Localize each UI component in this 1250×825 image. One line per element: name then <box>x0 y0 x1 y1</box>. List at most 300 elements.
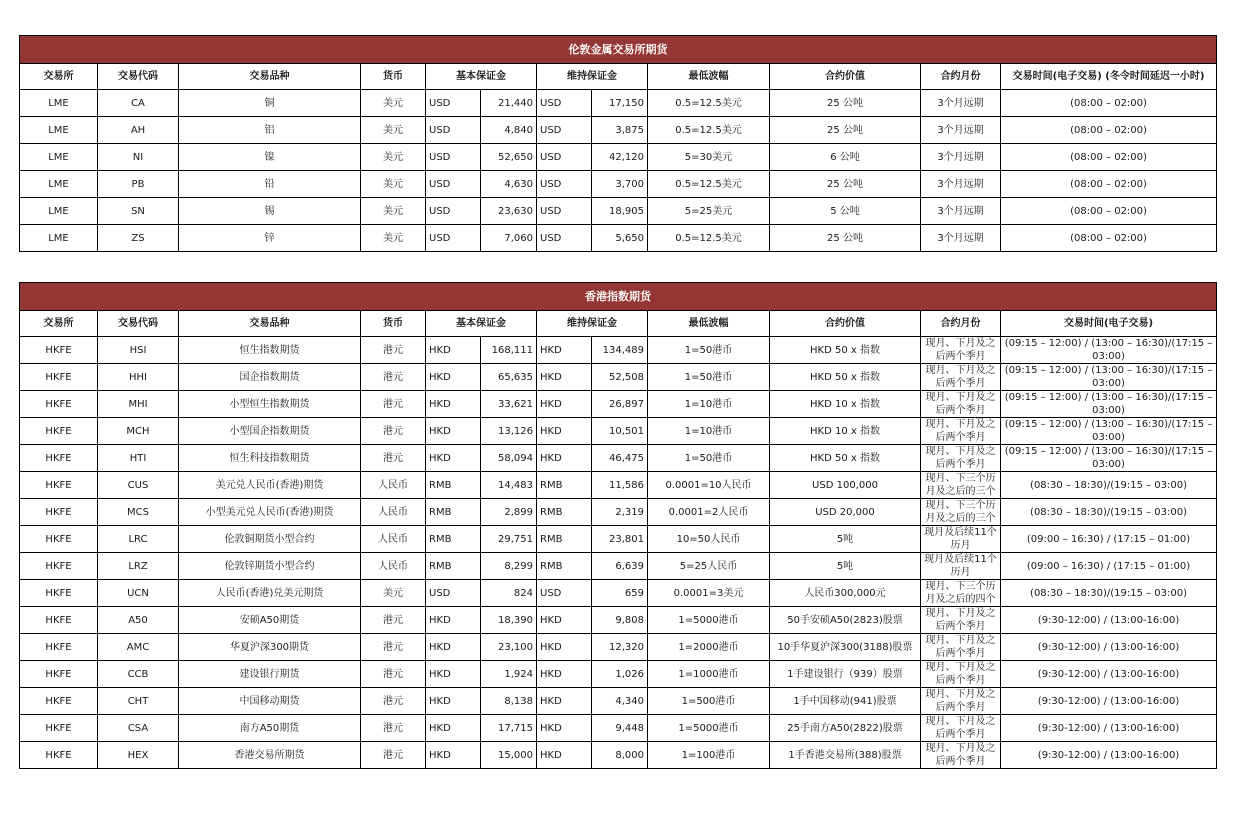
contract-value-cell: 5吨 <box>770 526 921 553</box>
maint-margin-amount-cell: 6,639 <box>592 553 648 580</box>
base-margin-currency-cell: HKD <box>426 742 481 769</box>
tick-cell: 0.5=12.5美元 <box>648 225 770 252</box>
col-exchange: 交易所 <box>20 311 98 337</box>
maint-margin-currency-cell: RMB <box>537 499 592 526</box>
trading-hours-cell: (09:00 – 16:30) / (17:15 – 01:00) <box>1001 526 1217 553</box>
maint-margin-amount-cell: 10,501 <box>592 418 648 445</box>
base-margin-amount-cell: 18,390 <box>481 607 537 634</box>
base-margin-currency-cell: HKD <box>426 337 481 364</box>
table-row <box>20 90 1217 117</box>
col-code: 交易代码 <box>98 311 179 337</box>
product-cell: 小型恒生指数期货 <box>179 391 361 418</box>
base-margin-currency-cell: RMB <box>426 499 481 526</box>
contract-months-cell: 现月、下月及之后两个季月 <box>921 391 1001 418</box>
tick-cell: 1=500港币 <box>648 688 770 715</box>
code-cell: HHI <box>98 364 179 391</box>
maint-margin-amount-cell: 8,000 <box>592 742 648 769</box>
code-cell: AMC <box>98 634 179 661</box>
code-cell: PB <box>98 171 179 198</box>
product-cell: 美元兑人民币(香港)期货 <box>179 472 361 499</box>
exchange-cell: HKFE <box>20 688 98 715</box>
base-margin-currency-cell: USD <box>426 144 481 171</box>
contract-months-cell: 现月、下月及之后两个季月 <box>921 634 1001 661</box>
maint-margin-amount-cell: 42,120 <box>592 144 648 171</box>
currency-cell: 美元 <box>361 580 426 607</box>
base-margin-currency-cell: USD <box>426 90 481 117</box>
tick-cell: 1=5000港币 <box>648 607 770 634</box>
currency-cell: 港元 <box>361 634 426 661</box>
code-cell: A50 <box>98 607 179 634</box>
maint-margin-amount-cell: 3,700 <box>592 171 648 198</box>
contract-months-cell: 现月、下月及之后两个季月 <box>921 742 1001 769</box>
currency-cell: 港元 <box>361 715 426 742</box>
header-row <box>20 64 1217 90</box>
maint-margin-amount-cell: 134,489 <box>592 337 648 364</box>
currency-cell: 港元 <box>361 391 426 418</box>
maint-margin-amount-cell: 52,508 <box>592 364 648 391</box>
maint-margin-amount-cell: 2,319 <box>592 499 648 526</box>
col-value: 合约价值 <box>770 311 921 337</box>
table-row <box>20 607 1217 634</box>
table-row <box>20 144 1217 171</box>
contract-months-cell: 现月及后续11个历月 <box>921 553 1001 580</box>
base-margin-amount-cell: 4,840 <box>481 117 537 144</box>
maint-margin-currency-cell: HKD <box>537 445 592 472</box>
base-margin-amount-cell: 7,060 <box>481 225 537 252</box>
code-cell: AH <box>98 117 179 144</box>
currency-cell: 港元 <box>361 607 426 634</box>
base-margin-currency-cell: RMB <box>426 553 481 580</box>
product-cell: 香港交易所期货 <box>179 742 361 769</box>
trading-hours-cell: (09:15 – 12:00) / (13:00 – 16:30)/(17:15 – 03:00) <box>1001 364 1217 391</box>
base-margin-currency-cell: USD <box>426 225 481 252</box>
trading-hours-cell: (9:30-12:00) / (13:00-16:00) <box>1001 715 1217 742</box>
maint-margin-currency-cell: USD <box>537 225 592 252</box>
base-margin-amount-cell: 14,483 <box>481 472 537 499</box>
maint-margin-amount-cell: 3,875 <box>592 117 648 144</box>
maint-margin-currency-cell: USD <box>537 580 592 607</box>
currency-cell: 美元 <box>361 144 426 171</box>
table-row <box>20 715 1217 742</box>
contract-months-cell: 现月、下月及之后两个季月 <box>921 337 1001 364</box>
trading-hours-cell: (08:00 – 02:00) <box>1001 198 1217 225</box>
maint-margin-currency-cell: USD <box>537 198 592 225</box>
contract-months-cell: 3个月远期 <box>921 198 1001 225</box>
currency-cell: 港元 <box>361 742 426 769</box>
maint-margin-currency-cell: HKD <box>537 418 592 445</box>
col-months: 合约月份 <box>921 311 1001 337</box>
base-margin-currency-cell: HKD <box>426 688 481 715</box>
base-margin-amount-cell: 65,635 <box>481 364 537 391</box>
product-cell: 铜 <box>179 90 361 117</box>
contract-value-cell: 5吨 <box>770 553 921 580</box>
trading-hours-cell: (08:30 – 18:30)/(19:15 – 03:00) <box>1001 472 1217 499</box>
product-cell: 铝 <box>179 117 361 144</box>
col-hours: 交易时间(电子交易) <box>1001 311 1217 337</box>
base-margin-currency-cell: RMB <box>426 472 481 499</box>
maint-margin-amount-cell: 1,026 <box>592 661 648 688</box>
contract-months-cell: 现月、下三个历月及之后的三个 <box>921 499 1001 526</box>
tick-cell: 1=10港币 <box>648 418 770 445</box>
maint-margin-currency-cell: USD <box>537 117 592 144</box>
contract-months-cell: 现月、下月及之后两个季月 <box>921 418 1001 445</box>
contract-value-cell: HKD 50 x 指数 <box>770 445 921 472</box>
col-product: 交易品种 <box>179 64 361 90</box>
contract-months-cell: 现月、下月及之后两个季月 <box>921 445 1001 472</box>
base-margin-amount-cell: 58,094 <box>481 445 537 472</box>
code-cell: MHI <box>98 391 179 418</box>
trading-hours-cell: (08:00 – 02:00) <box>1001 117 1217 144</box>
contract-value-cell: 10手华夏沪深300(3188)股票 <box>770 634 921 661</box>
col-months: 合约月份 <box>921 64 1001 90</box>
currency-cell: 港元 <box>361 661 426 688</box>
table-row <box>20 742 1217 769</box>
contract-value-cell: HKD 50 x 指数 <box>770 364 921 391</box>
contract-value-cell: 1手香港交易所(388)股票 <box>770 742 921 769</box>
exchange-cell: HKFE <box>20 661 98 688</box>
currency-cell: 港元 <box>361 418 426 445</box>
currency-cell: 美元 <box>361 225 426 252</box>
col-currency: 货币 <box>361 64 426 90</box>
col-tick: 最低波幅 <box>648 311 770 337</box>
code-cell: HSI <box>98 337 179 364</box>
contract-value-cell: 人民币300,000元 <box>770 580 921 607</box>
base-margin-amount-cell: 23,100 <box>481 634 537 661</box>
product-cell: 恒生指数期货 <box>179 337 361 364</box>
code-cell: LRC <box>98 526 179 553</box>
contract-months-cell: 现月、下月及之后两个季月 <box>921 688 1001 715</box>
code-cell: CHT <box>98 688 179 715</box>
maint-margin-currency-cell: HKD <box>537 607 592 634</box>
tick-cell: 1=2000港币 <box>648 634 770 661</box>
trading-hours-cell: (9:30-12:00) / (13:00-16:00) <box>1001 742 1217 769</box>
col-maint-margin: 维持保证金 <box>537 64 648 90</box>
product-cell: 伦敦锌期货小型合约 <box>179 553 361 580</box>
base-margin-currency-cell: HKD <box>426 418 481 445</box>
tick-cell: 0.5=12.5美元 <box>648 171 770 198</box>
maint-margin-currency-cell: HKD <box>537 634 592 661</box>
contract-months-cell: 现月、下三个历月及之后的四个 <box>921 580 1001 607</box>
trading-hours-cell: (09:00 – 16:30) / (17:15 – 01:00) <box>1001 553 1217 580</box>
code-cell: CUS <box>98 472 179 499</box>
base-margin-currency-cell: HKD <box>426 715 481 742</box>
contract-value-cell: USD 100,000 <box>770 472 921 499</box>
maint-margin-amount-cell: 46,475 <box>592 445 648 472</box>
tick-cell: 0.5=12.5美元 <box>648 117 770 144</box>
base-margin-amount-cell: 15,000 <box>481 742 537 769</box>
contract-value-cell: 50手安硕A50(2823)股票 <box>770 607 921 634</box>
currency-cell: 美元 <box>361 171 426 198</box>
col-base-margin: 基本保证金 <box>426 64 537 90</box>
trading-hours-cell: (09:15 – 12:00) / (13:00 – 16:30)/(17:15 – 03:00) <box>1001 418 1217 445</box>
maint-margin-currency-cell: USD <box>537 144 592 171</box>
base-margin-amount-cell: 2,899 <box>481 499 537 526</box>
code-cell: CA <box>98 90 179 117</box>
trading-hours-cell: (9:30-12:00) / (13:00-16:00) <box>1001 607 1217 634</box>
table-title: 伦敦金属交易所期货 <box>20 36 1217 64</box>
exchange-cell: LME <box>20 198 98 225</box>
contract-value-cell: 25 公吨 <box>770 171 921 198</box>
col-exchange: 交易所 <box>20 64 98 90</box>
product-cell: 华夏沪深300期货 <box>179 634 361 661</box>
contract-value-cell: 25 公吨 <box>770 90 921 117</box>
maint-margin-currency-cell: HKD <box>537 364 592 391</box>
table-row <box>20 526 1217 553</box>
base-margin-amount-cell: 168,111 <box>481 337 537 364</box>
currency-cell: 美元 <box>361 117 426 144</box>
code-cell: CCB <box>98 661 179 688</box>
trading-hours-cell: (08:00 – 02:00) <box>1001 171 1217 198</box>
code-cell: SN <box>98 198 179 225</box>
code-cell: UCN <box>98 580 179 607</box>
table-row <box>20 418 1217 445</box>
table-row <box>20 445 1217 472</box>
tick-cell: 0.0001=2人民币 <box>648 499 770 526</box>
base-margin-currency-cell: HKD <box>426 445 481 472</box>
tick-cell: 0.0001=3美元 <box>648 580 770 607</box>
col-base-margin: 基本保证金 <box>426 311 537 337</box>
tick-cell: 0.5=12.5美元 <box>648 90 770 117</box>
table-row <box>20 499 1217 526</box>
code-cell: LRZ <box>98 553 179 580</box>
exchange-cell: HKFE <box>20 526 98 553</box>
code-cell: NI <box>98 144 179 171</box>
base-margin-currency-cell: USD <box>426 198 481 225</box>
exchange-cell: HKFE <box>20 715 98 742</box>
table-row <box>20 391 1217 418</box>
exchange-cell: HKFE <box>20 391 98 418</box>
base-margin-currency-cell: HKD <box>426 634 481 661</box>
base-margin-amount-cell: 33,621 <box>481 391 537 418</box>
product-cell: 小型美元兑人民币(香港)期货 <box>179 499 361 526</box>
contract-value-cell: 25 公吨 <box>770 117 921 144</box>
base-margin-amount-cell: 13,126 <box>481 418 537 445</box>
tick-cell: 0.0001=10人民币 <box>648 472 770 499</box>
exchange-cell: LME <box>20 144 98 171</box>
tick-cell: 5=25人民币 <box>648 553 770 580</box>
maint-margin-currency-cell: HKD <box>537 688 592 715</box>
tick-cell: 1=1000港币 <box>648 661 770 688</box>
contract-months-cell: 3个月远期 <box>921 225 1001 252</box>
currency-cell: 港元 <box>361 337 426 364</box>
product-cell: 安硕A50期货 <box>179 607 361 634</box>
base-margin-amount-cell: 1,924 <box>481 661 537 688</box>
col-product: 交易品种 <box>179 311 361 337</box>
table-row <box>20 225 1217 252</box>
col-currency: 货币 <box>361 311 426 337</box>
base-margin-amount-cell: 23,630 <box>481 198 537 225</box>
maint-margin-currency-cell: RMB <box>537 526 592 553</box>
currency-cell: 美元 <box>361 90 426 117</box>
exchange-cell: HKFE <box>20 472 98 499</box>
contract-value-cell: HKD 10 x 指数 <box>770 418 921 445</box>
contract-value-cell: USD 20,000 <box>770 499 921 526</box>
contract-months-cell: 现月、下月及之后两个季月 <box>921 364 1001 391</box>
table-row <box>20 337 1217 364</box>
contract-value-cell: 25手南方A50(2822)股票 <box>770 715 921 742</box>
contract-months-cell: 现月、下月及之后两个季月 <box>921 715 1001 742</box>
tick-cell: 1=5000港币 <box>648 715 770 742</box>
base-margin-amount-cell: 8,299 <box>481 553 537 580</box>
product-cell: 中国移动期货 <box>179 688 361 715</box>
exchange-cell: LME <box>20 117 98 144</box>
base-margin-currency-cell: USD <box>426 117 481 144</box>
maint-margin-amount-cell: 659 <box>592 580 648 607</box>
table-row <box>20 634 1217 661</box>
trading-hours-cell: (09:15 – 12:00) / (13:00 – 16:30)/(17:15 – 03:00) <box>1001 337 1217 364</box>
tick-cell: 5=25美元 <box>648 198 770 225</box>
tick-cell: 1=100港币 <box>648 742 770 769</box>
col-value: 合约价值 <box>770 64 921 90</box>
table-row <box>20 472 1217 499</box>
exchange-cell: HKFE <box>20 364 98 391</box>
contract-months-cell: 3个月远期 <box>921 117 1001 144</box>
trading-hours-cell: (9:30-12:00) / (13:00-16:00) <box>1001 634 1217 661</box>
col-code: 交易代码 <box>98 64 179 90</box>
trading-hours-cell: (09:15 – 12:00) / (13:00 – 16:30)/(17:15 – 03:00) <box>1001 391 1217 418</box>
product-cell: 伦敦铜期货小型合约 <box>179 526 361 553</box>
contract-value-cell: HKD 10 x 指数 <box>770 391 921 418</box>
contract-months-cell: 3个月远期 <box>921 144 1001 171</box>
code-cell: MCS <box>98 499 179 526</box>
currency-cell: 人民币 <box>361 472 426 499</box>
col-tick: 最低波幅 <box>648 64 770 90</box>
product-cell: 国企指数期货 <box>179 364 361 391</box>
product-cell: 建设银行期货 <box>179 661 361 688</box>
maint-margin-currency-cell: USD <box>537 171 592 198</box>
base-margin-currency-cell: HKD <box>426 607 481 634</box>
code-cell: CSA <box>98 715 179 742</box>
base-margin-amount-cell: 29,751 <box>481 526 537 553</box>
trading-hours-cell: (09:15 – 12:00) / (13:00 – 16:30)/(17:15 – 03:00) <box>1001 445 1217 472</box>
table-row <box>20 364 1217 391</box>
exchange-cell: HKFE <box>20 337 98 364</box>
maint-margin-currency-cell: RMB <box>537 472 592 499</box>
exchange-cell: HKFE <box>20 742 98 769</box>
contract-months-cell: 现月、下月及之后两个季月 <box>921 607 1001 634</box>
maint-margin-currency-cell: HKD <box>537 661 592 688</box>
maint-margin-amount-cell: 12,320 <box>592 634 648 661</box>
base-margin-currency-cell: USD <box>426 580 481 607</box>
contract-months-cell: 现月、下三个历月及之后的三个 <box>921 472 1001 499</box>
trading-hours-cell: (9:30-12:00) / (13:00-16:00) <box>1001 688 1217 715</box>
code-cell: HEX <box>98 742 179 769</box>
table-row <box>20 117 1217 144</box>
currency-cell: 美元 <box>361 198 426 225</box>
product-cell: 锡 <box>179 198 361 225</box>
trading-hours-cell: (08:00 – 02:00) <box>1001 225 1217 252</box>
base-margin-currency-cell: HKD <box>426 661 481 688</box>
tick-cell: 1=50港币 <box>648 337 770 364</box>
exchange-cell: HKFE <box>20 499 98 526</box>
contract-months-cell: 现月及后续11个历月 <box>921 526 1001 553</box>
tick-cell: 10=50人民币 <box>648 526 770 553</box>
trading-hours-cell: (08:00 – 02:00) <box>1001 90 1217 117</box>
tick-cell: 1=50港币 <box>648 364 770 391</box>
exchange-cell: HKFE <box>20 553 98 580</box>
product-cell: 恒生科技指数期货 <box>179 445 361 472</box>
contract-value-cell: 1手建设银行（939）股票 <box>770 661 921 688</box>
base-margin-amount-cell: 17,715 <box>481 715 537 742</box>
base-margin-currency-cell: RMB <box>426 526 481 553</box>
currency-cell: 人民币 <box>361 499 426 526</box>
col-maint-margin: 维持保证金 <box>537 311 648 337</box>
table-row <box>20 198 1217 225</box>
maint-margin-amount-cell: 11,586 <box>592 472 648 499</box>
contract-months-cell: 现月、下月及之后两个季月 <box>921 661 1001 688</box>
exchange-cell: LME <box>20 90 98 117</box>
code-cell: MCH <box>98 418 179 445</box>
currency-cell: 港元 <box>361 688 426 715</box>
contract-months-cell: 3个月远期 <box>921 90 1001 117</box>
table-title: 香港指数期货 <box>20 283 1217 311</box>
table-row <box>20 580 1217 607</box>
contract-value-cell: 5 公吨 <box>770 198 921 225</box>
currency-cell: 人民币 <box>361 553 426 580</box>
header-row <box>20 311 1217 337</box>
maint-margin-currency-cell: HKD <box>537 337 592 364</box>
product-cell: 南方A50期货 <box>179 715 361 742</box>
exchange-cell: HKFE <box>20 607 98 634</box>
trading-hours-cell: (9:30-12:00) / (13:00-16:00) <box>1001 661 1217 688</box>
contract-value-cell: 6 公吨 <box>770 144 921 171</box>
product-cell: 镍 <box>179 144 361 171</box>
currency-cell: 港元 <box>361 445 426 472</box>
table-row <box>20 171 1217 198</box>
table-row <box>20 661 1217 688</box>
code-cell: ZS <box>98 225 179 252</box>
base-margin-amount-cell: 824 <box>481 580 537 607</box>
table-row <box>20 688 1217 715</box>
trading-hours-cell: (08:30 – 18:30)/(19:15 – 03:00) <box>1001 580 1217 607</box>
currency-cell: 人民币 <box>361 526 426 553</box>
currency-cell: 港元 <box>361 364 426 391</box>
trading-hours-cell: (08:00 – 02:00) <box>1001 144 1217 171</box>
maint-margin-currency-cell: HKD <box>537 715 592 742</box>
tick-cell: 1=10港币 <box>648 391 770 418</box>
base-margin-currency-cell: HKD <box>426 391 481 418</box>
contract-value-cell: 1手中国移动(941)股票 <box>770 688 921 715</box>
base-margin-currency-cell: USD <box>426 171 481 198</box>
tick-cell: 5=30美元 <box>648 144 770 171</box>
base-margin-currency-cell: HKD <box>426 364 481 391</box>
tick-cell: 1=50港币 <box>648 445 770 472</box>
table-row <box>20 553 1217 580</box>
code-cell: HTI <box>98 445 179 472</box>
exchange-cell: HKFE <box>20 580 98 607</box>
contract-months-cell: 3个月远期 <box>921 171 1001 198</box>
exchange-cell: HKFE <box>20 445 98 472</box>
product-cell: 小型国企指数期货 <box>179 418 361 445</box>
maint-margin-currency-cell: USD <box>537 90 592 117</box>
maint-margin-amount-cell: 26,897 <box>592 391 648 418</box>
product-cell: 锌 <box>179 225 361 252</box>
hk-index-futures-table <box>19 282 1217 769</box>
lme-futures-table <box>19 35 1217 252</box>
maint-margin-currency-cell: RMB <box>537 553 592 580</box>
contract-value-cell: HKD 50 x 指数 <box>770 337 921 364</box>
maint-margin-currency-cell: HKD <box>537 391 592 418</box>
trading-hours-cell: (08:30 – 18:30)/(19:15 – 03:00) <box>1001 499 1217 526</box>
exchange-cell: LME <box>20 225 98 252</box>
contract-value-cell: 25 公吨 <box>770 225 921 252</box>
maint-margin-amount-cell: 4,340 <box>592 688 648 715</box>
col-hours: 交易时间(电子交易) (冬令时间延迟一小时) <box>1001 64 1217 90</box>
base-margin-amount-cell: 4,630 <box>481 171 537 198</box>
exchange-cell: HKFE <box>20 634 98 661</box>
maint-margin-amount-cell: 5,650 <box>592 225 648 252</box>
exchange-cell: LME <box>20 171 98 198</box>
